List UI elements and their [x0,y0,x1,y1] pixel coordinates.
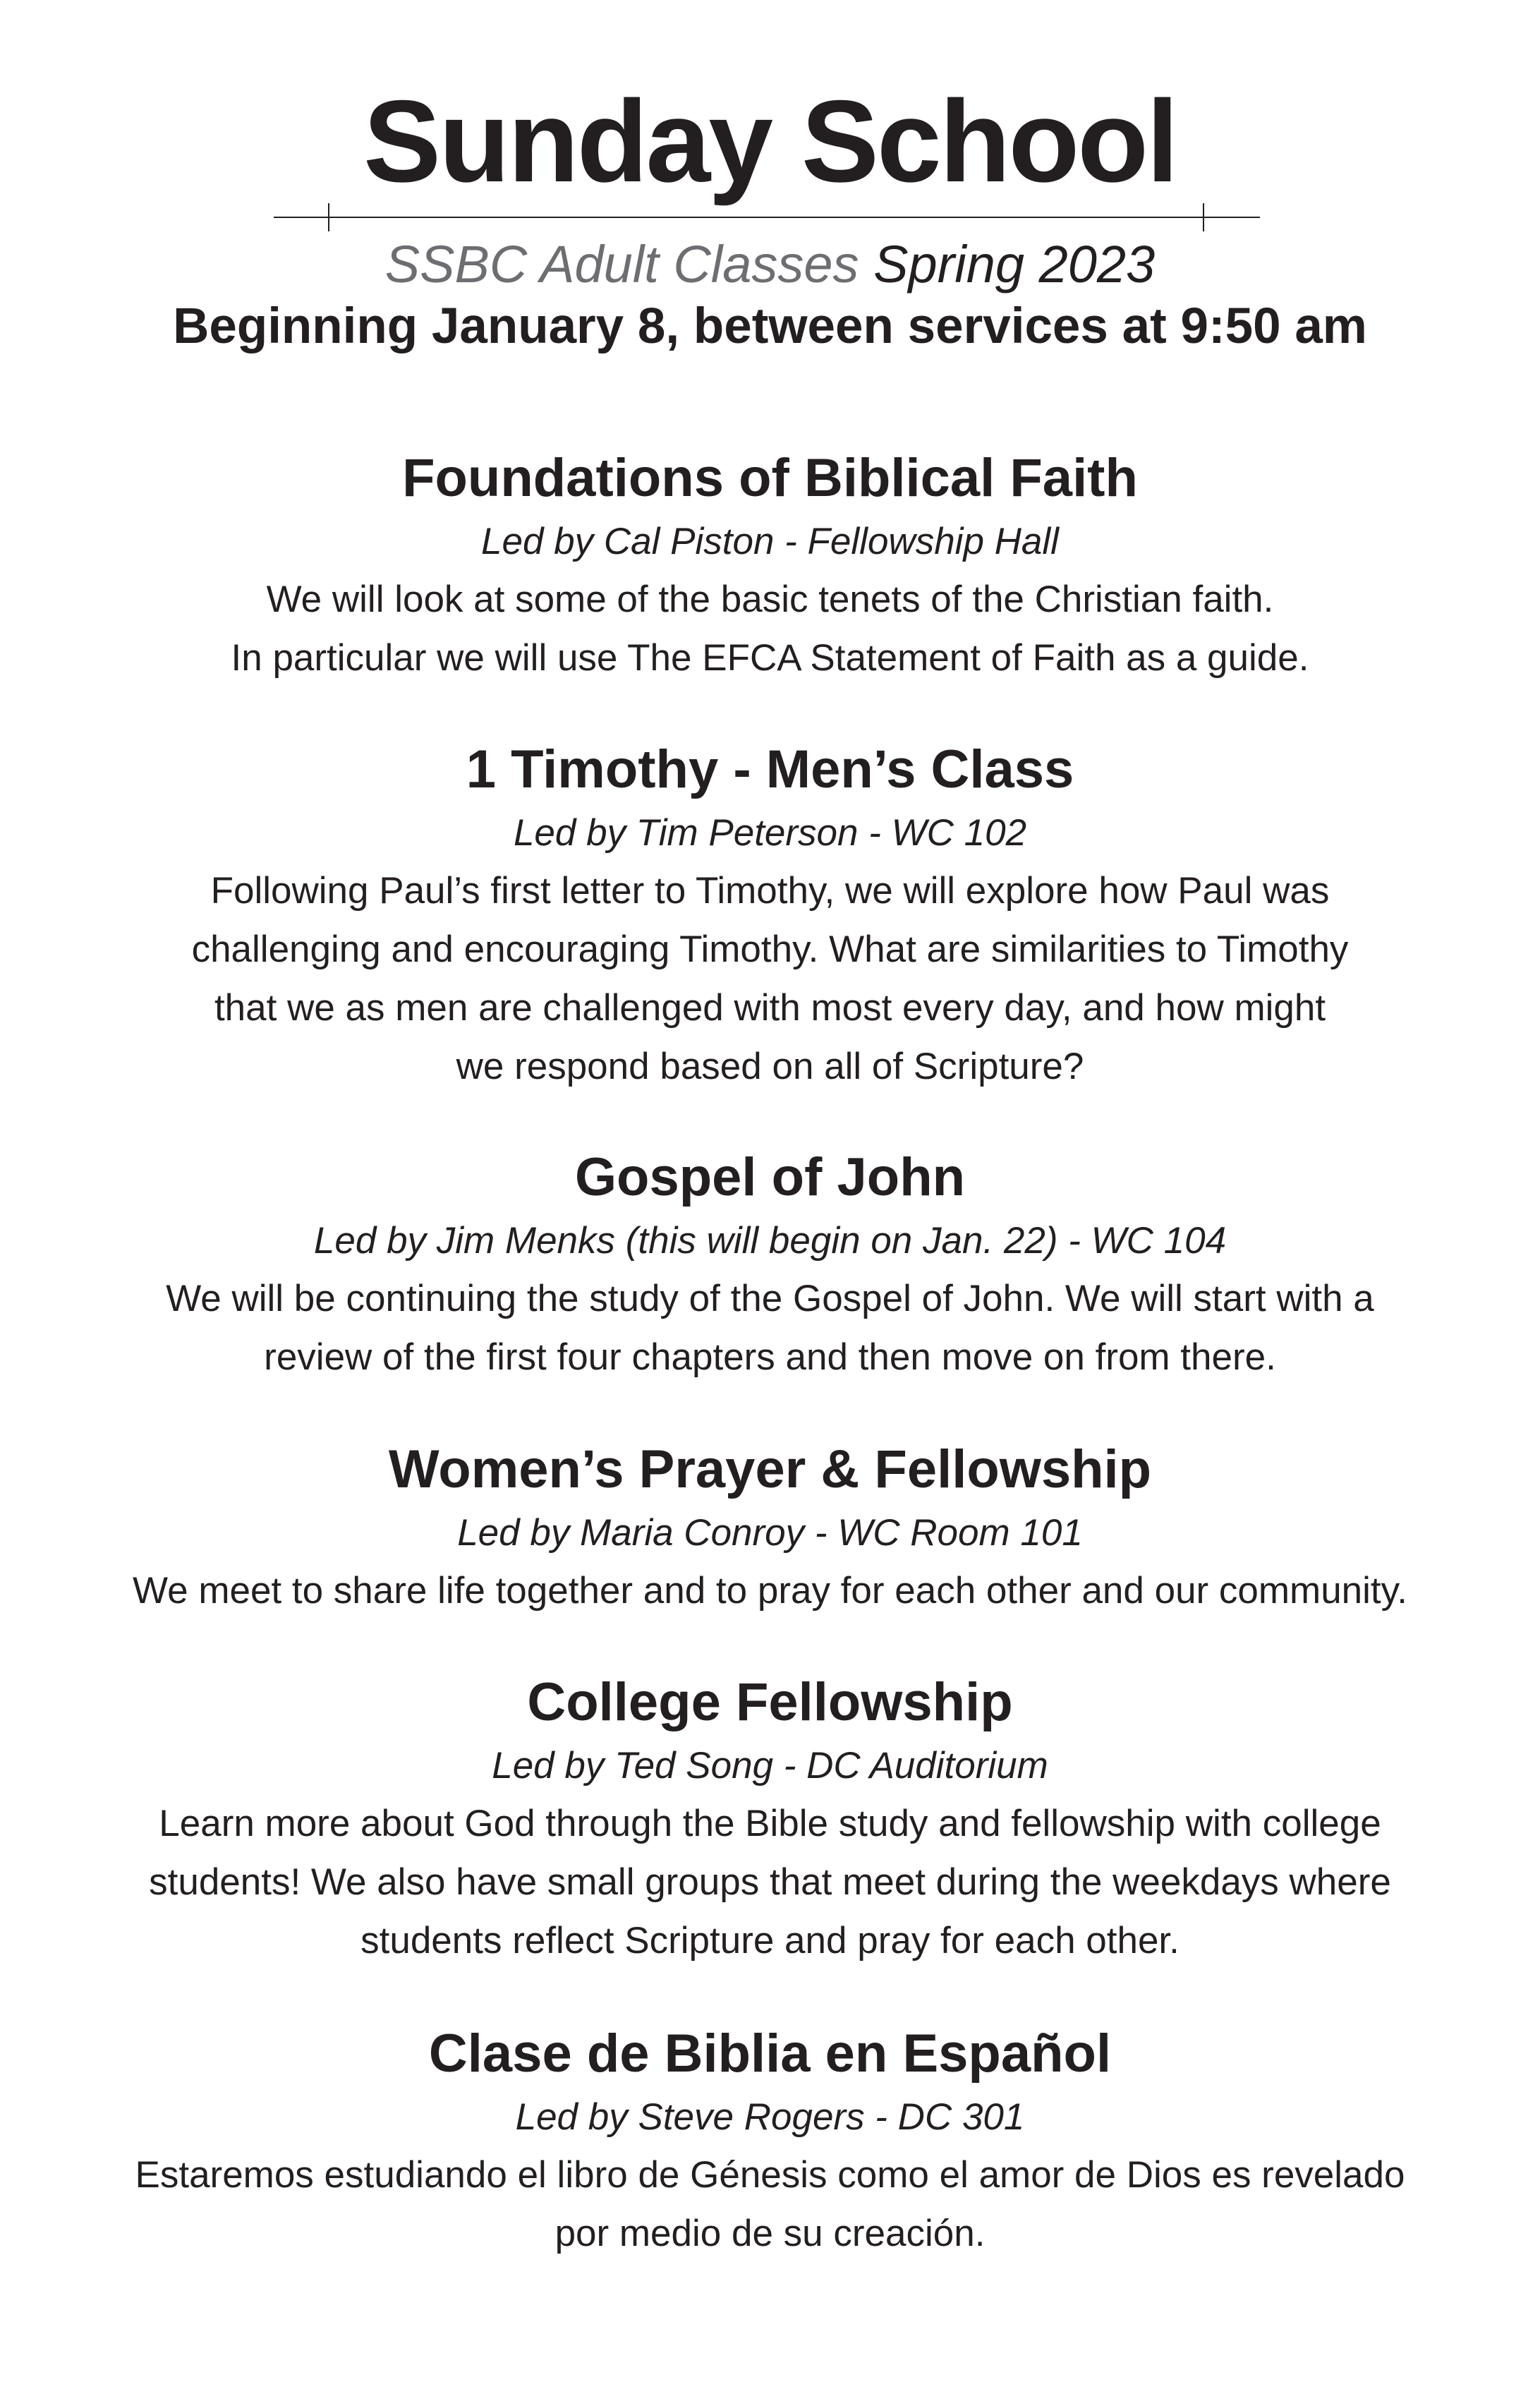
class-leader: Led by Ted Song - DC Auditorium [492,1745,1048,1787]
description-line: students! We also have small groups that meet during the weekdays where [149,1861,1391,1903]
class-leader: Led by Steve Rogers - DC 301 [515,2096,1025,2138]
class-description [56,861,1484,1096]
class-description [56,2146,1484,2263]
class-section-womens-prayer [56,1436,1484,1620]
subtitle [0,233,1540,296]
class-leader: Led by Maria Conroy - WC Room 101 [457,1512,1083,1554]
description-line: students reflect Scripture and pray for each other. [360,1920,1180,1961]
class-title: Gospel of John [574,1147,966,1207]
divider-line [274,217,1260,218]
subtitle-term: Spring 2023 [873,235,1156,294]
description-line: Following Paul’s first letter to Timothy, we will explore how Paul was [210,870,1330,912]
description-line: We will be continuing the study of the Gospel of John. We will start with a [166,1278,1374,1319]
class-description [56,1269,1484,1386]
class-description [56,570,1484,687]
class-section-gospel-of-john [56,1144,1484,1386]
class-description [56,1794,1484,1970]
class-section-college-fellowship [56,1669,1484,1970]
description-line: We will look at some of the basic tenets of the Christian faith. [266,579,1274,620]
schedule-line: Beginning January 8, between services at 9:50 am [173,298,1367,354]
subtitle-program: SSBC Adult Classes [384,235,859,294]
class-title: Clase de Biblia en Español [428,2024,1112,2084]
class-section-clase-de-biblia [56,2020,1484,2263]
class-leader: Led by Tim Peterson - WC 102 [513,812,1027,854]
page-title: Sunday School [363,76,1177,206]
class-title: College Fellowship [527,1672,1013,1732]
divider-tick-left [328,203,329,231]
description-line: Learn more about God through the Bible study and fellowship with college [159,1803,1381,1844]
class-title: Foundations of Biblical Faith [402,448,1138,508]
class-leader: Led by Cal Piston - Fellowship Hall [481,521,1059,562]
class-title: Women’s Prayer & Fellowship [388,1439,1152,1499]
description-line: that we as men are challenged with most every day, and how might [214,987,1326,1029]
title-divider [274,203,1260,231]
description-line: Estaremos estudiando el libro de Génesis como el amor de Dios es revelado [135,2154,1405,2196]
description-line: In particular we will use The EFCA Statement of Faith as a guide. [231,637,1309,679]
description-line: we respond based on all of Scripture? [456,1046,1084,1087]
divider-tick-right [1203,203,1204,231]
class-leader: Led by Jim Menks (this will begin on Jan. 22) - WC 104 [313,1220,1227,1262]
class-section-foundations [56,445,1484,687]
class-section-1-timothy [56,736,1484,1096]
description-line: review of the first four chapters and then move on from there. [264,1336,1276,1378]
description-line: por medio de su creación. [554,2213,986,2254]
description-line: We meet to share life together and to pray for each other and our community. [133,1570,1407,1612]
description-line: challenging and encouraging Timothy. What are similarities to Timothy [191,929,1349,970]
class-title: 1 Timothy - Men’s Class [466,739,1074,799]
class-description [56,1561,1484,1620]
